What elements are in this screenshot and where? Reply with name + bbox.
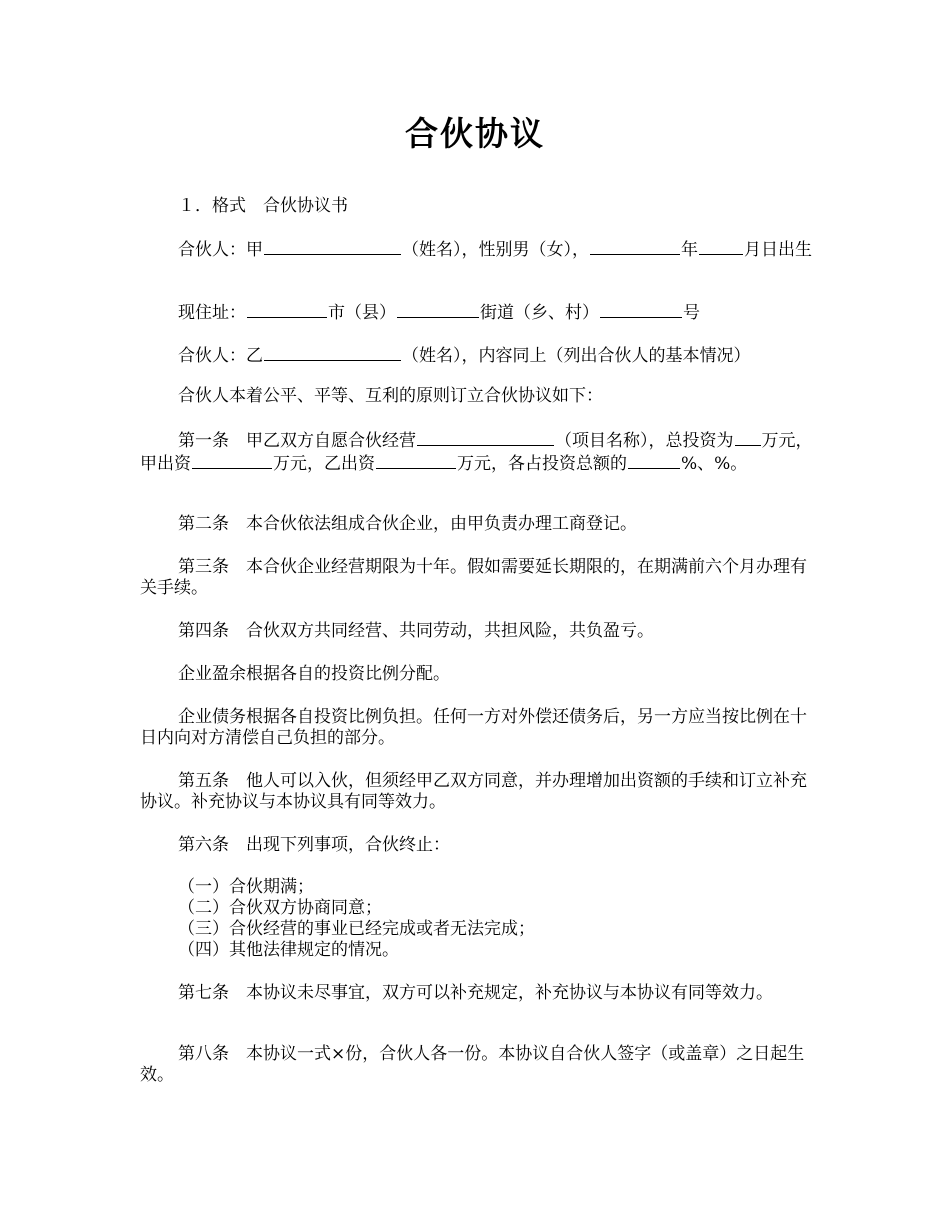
list-item: （四）其他法律规定的情况。 — [178, 940, 399, 960]
partner-a-prefix: 合伙人：甲 — [178, 240, 263, 260]
article-1-a: 第一条 甲乙双方自愿合伙经营 — [178, 431, 416, 451]
total-investment-blank[interactable] — [735, 429, 761, 446]
year-label: 年 — [681, 240, 698, 260]
document-title: 合伙协议 — [405, 114, 545, 153]
project-name-blank[interactable] — [417, 429, 554, 446]
article-1-g: %。 — [714, 454, 748, 474]
article-6: 第六条 出现下列事项，合伙终止： — [178, 835, 450, 855]
article-6-list — [178, 877, 535, 961]
party-b-investment-blank[interactable] — [376, 452, 456, 469]
street-label: 街道（乡、村） — [480, 303, 599, 323]
party-a-investment-blank[interactable] — [192, 452, 272, 469]
article-4: 第四条 合伙双方共同经营、共同劳动，共担风险，共负盈亏。 — [178, 621, 654, 641]
party-a-percent-blank[interactable] — [628, 452, 680, 469]
partner-a-tail: 日出生 — [761, 240, 812, 260]
article-7: 第七条 本协议未尽事宜，双方可以补充规定，补充协议与本协议有同等效力。 — [178, 983, 773, 1003]
partner-b-suffix: （姓名），内容同上（列出合伙人的基本情况） — [402, 346, 751, 366]
partner-b-name-blank[interactable] — [264, 344, 401, 361]
city-blank[interactable] — [247, 301, 327, 318]
article-8: 第八条 本协议一式×份，合伙人各一份。本协议自合伙人签字（或盖章）之日起生效。 — [140, 1044, 805, 1085]
article-1-c: 万元，甲出资 — [140, 431, 813, 474]
article-1-d: 万元，乙出资 — [273, 454, 375, 474]
partner-b-prefix: 合伙人：乙 — [178, 346, 263, 366]
month-label: 月 — [744, 240, 761, 260]
article-3: 第三条 本合伙企业经营期限为十年。假如需要延长期限的，在期满前六个月办理有关手续。 — [140, 557, 807, 598]
list-item: （二）合伙双方协商同意； — [178, 898, 382, 918]
address-paragraph — [140, 301, 820, 324]
house-number-blank[interactable] — [600, 301, 682, 318]
article-2: 第二条 本合伙依法组成合伙企业，由甲负责办理工商登记。 — [178, 514, 637, 534]
city-label: 市（县） — [328, 303, 396, 323]
birth-year-blank[interactable] — [590, 238, 680, 255]
street-blank[interactable] — [397, 301, 479, 318]
article-1 — [140, 429, 820, 475]
partner-a-name-blank[interactable] — [264, 238, 401, 255]
article-1-b: （项目名称），总投资为 — [555, 431, 734, 451]
intro-paragraph: 合伙人本着公平、平等、互利的原则订立合伙协议如下： — [178, 386, 603, 406]
partner-a-mid: （姓名），性别男（女）， — [402, 240, 589, 260]
article-1-e: 万元，各占投资总额的 — [457, 454, 627, 474]
list-item: （一）合伙期满； — [178, 877, 314, 897]
article-1-f: %、 — [681, 454, 715, 474]
address-prefix: 现住址： — [178, 303, 246, 323]
article-4-profit: 企业盈余根据各自的投资比例分配。 — [178, 664, 450, 684]
partner-b-paragraph — [140, 344, 820, 367]
format-line: １．格式 合伙协议书 — [178, 196, 348, 216]
article-5: 第五条 他人可以入伙，但须经甲乙双方同意，并办理增加出资额的手续和订立补充协议。补充协议与本协议具有同等效力。 — [140, 771, 807, 812]
partner-a-paragraph — [140, 238, 820, 261]
list-item: （三）合伙经营的事业已经完成或者无法完成； — [178, 919, 535, 939]
number-label: 号 — [683, 303, 700, 323]
article-4-debt: 企业债务根据各自投资比例负担。任何一方对外偿还债务后，另一方应当按比例在十日内向对方清偿自己负担的部分。 — [140, 707, 807, 748]
birth-month-blank[interactable] — [699, 238, 743, 255]
